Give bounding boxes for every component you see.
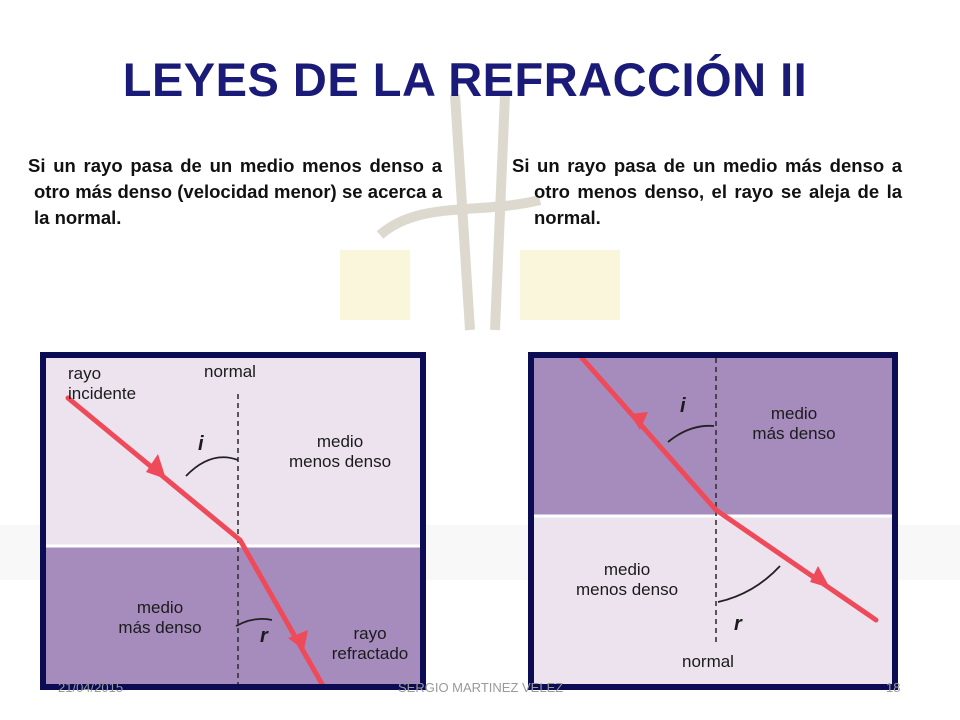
diagram-less-to-more-dense: [40, 352, 426, 690]
top-medium-label: medio más denso: [752, 404, 836, 443]
left-explanation: Si un rayo pasa de un medio menos denso a otro más denso (velocidad menor) se acerca a la normal.: [28, 155, 442, 228]
bottom-medium-label: medio más denso: [118, 598, 202, 637]
normal-label: normal: [682, 652, 734, 671]
bottom-medium-label: medio menos denso: [575, 560, 679, 599]
footer-page-number: 18: [886, 680, 901, 695]
page-title: LEYES DE LA REFRACCIÓN II: [122, 53, 808, 106]
footer-author: SERGIO MARTINEZ VELEZ: [398, 680, 564, 695]
refracted-arrow-head: [810, 566, 830, 588]
ray-incident-label: rayo incidente: [68, 364, 137, 403]
normal-label: normal: [204, 362, 256, 381]
angle-r-label: r: [260, 625, 268, 647]
ray-refracted-label: rayo refractado: [331, 624, 409, 663]
angle-i-label: i: [198, 433, 204, 455]
top-medium-label: medio menos denso: [288, 432, 392, 471]
diagram-more-to-less-dense: [528, 352, 898, 690]
angle-r-arc: [718, 566, 780, 602]
angle-i-label: i: [680, 395, 686, 417]
footer-date: 21/04/2015: [58, 680, 124, 695]
right-explanation: Si un rayo pasa de un medio más denso a otro menos denso, el rayo se aleja de la normal.: [512, 155, 902, 228]
angle-r-label: r: [734, 613, 742, 635]
angle-i-arc: [186, 457, 238, 476]
